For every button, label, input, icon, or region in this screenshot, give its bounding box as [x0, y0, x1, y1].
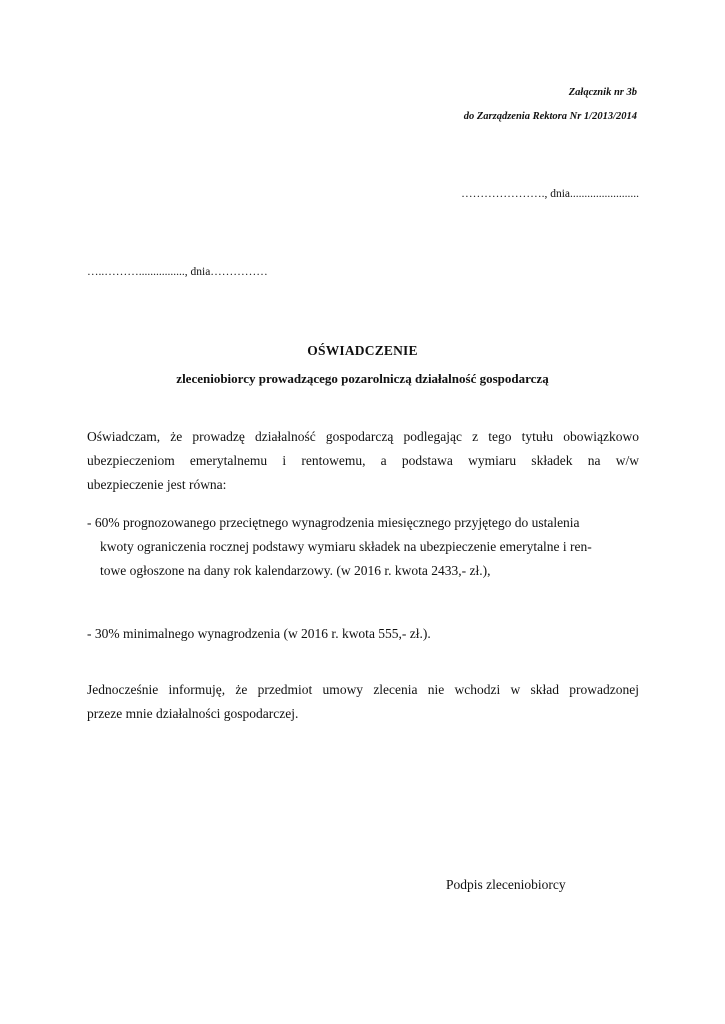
information-paragraph [87, 678, 639, 726]
bullet-line: kwoty ograniczenia rocznej podstawy wymiaru składek na ubezpieczenie emerytalne i ren- [100, 539, 592, 554]
annex-number: Załącznik nr 3b [568, 87, 637, 98]
bullet-item-30-percent: - 30% minimalnego wynagrodzenia (w 2016 r. kwota 555,- zł.). [87, 626, 431, 641]
document-subtitle: zleceniobiorcy prowadzącego pozarolniczą działalność gospodarczą [176, 371, 549, 386]
bullet-line: - 60% prognozowanego przeciętnego wynagrodzenia miesięcznego przyjętego do ustalenia [87, 515, 580, 530]
annex-reference: do Zarządzenia Rektora Nr 1/2013/2014 [463, 111, 637, 122]
bullet-item-60-percent [87, 511, 639, 583]
place-date-field-right: …………………., dnia........................ [461, 188, 639, 200]
place-date-field-left: …..………................, dnia…………… [87, 266, 268, 278]
paragraph-line: Jednocześnie informuję, że przedmiot umowy zlecenia nie wchodzi w skład prowadzonej [87, 682, 639, 697]
bullet-line: towe ogłoszone na dany rok kalendarzowy. (w 2016 r. kwota 2433,- zł.), [100, 563, 491, 578]
paragraph-line: przeze mnie działalności gospodarczej. [87, 706, 299, 721]
declaration-paragraph [87, 425, 639, 497]
paragraph-line: Oświadczam, że prowadzę działalność gospodarczą podlegając z tego tytułu obowiązkowo [87, 429, 639, 444]
paragraph-line: ubezpieczeniom emerytalnemu i rentowemu, a podstawa wymiaru składek na w/w [87, 453, 639, 468]
document-title: OŚWIADCZENIE [307, 343, 418, 358]
signature-label: Podpis zleceniobiorcy [446, 877, 566, 892]
paragraph-line: ubezpieczenie jest równa: [87, 477, 227, 492]
